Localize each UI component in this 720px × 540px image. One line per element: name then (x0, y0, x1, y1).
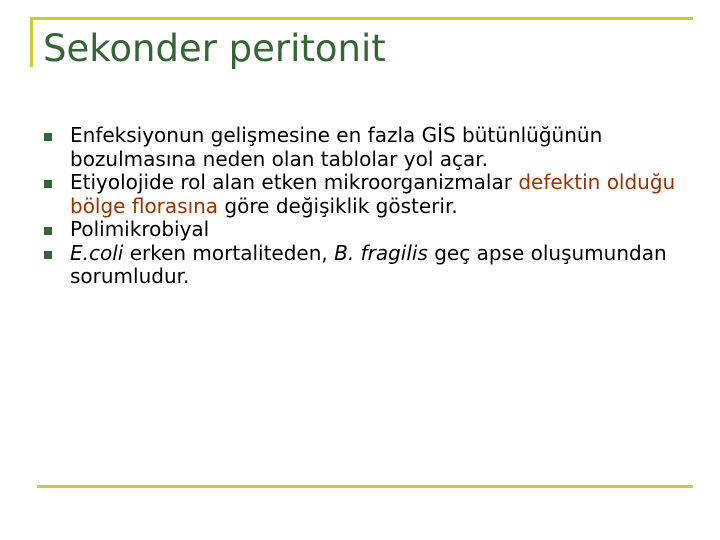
bullet-text-before: Etiyolojide rol alan etken mikroorganizmalar (70, 170, 519, 194)
frame-top-rule (30, 17, 693, 20)
bullet-item-etiyoloji (70, 171, 702, 218)
bullet-list (70, 124, 702, 289)
square-bullet-icon (44, 133, 52, 141)
slide-title: Sekonder peritonit (43, 27, 386, 70)
bullet-text-part: geç apse oluşumundan sorumludur. (70, 240, 667, 288)
square-bullet-icon (44, 180, 52, 188)
bullet-highlight: defektin olduğu bölge florasına (70, 170, 676, 218)
frame-bottom-rule (37, 485, 693, 488)
bullet-item-ecoli (70, 242, 702, 289)
bullet-item-gis (70, 124, 702, 171)
frame-left-rule (30, 17, 33, 67)
bullet-text: Polimikrobiyal (70, 217, 210, 241)
bullet-text-after: göre değişiklik gösterir. (218, 193, 458, 218)
organism-bfragilis: B. fragilis (334, 240, 428, 265)
bullet-text: Enfeksiyonun gelişmesine en fazla GİS bütünlüğünün bozulmasına neden olan tablolar yol açar. (70, 123, 603, 171)
square-bullet-icon (44, 227, 52, 235)
bullet-item-polimikrobiyal (70, 218, 702, 242)
square-bullet-icon (44, 251, 52, 259)
organism-ecoli: E.coli (70, 240, 124, 265)
bullet-text-part: erken mortaliteden, (123, 240, 335, 265)
